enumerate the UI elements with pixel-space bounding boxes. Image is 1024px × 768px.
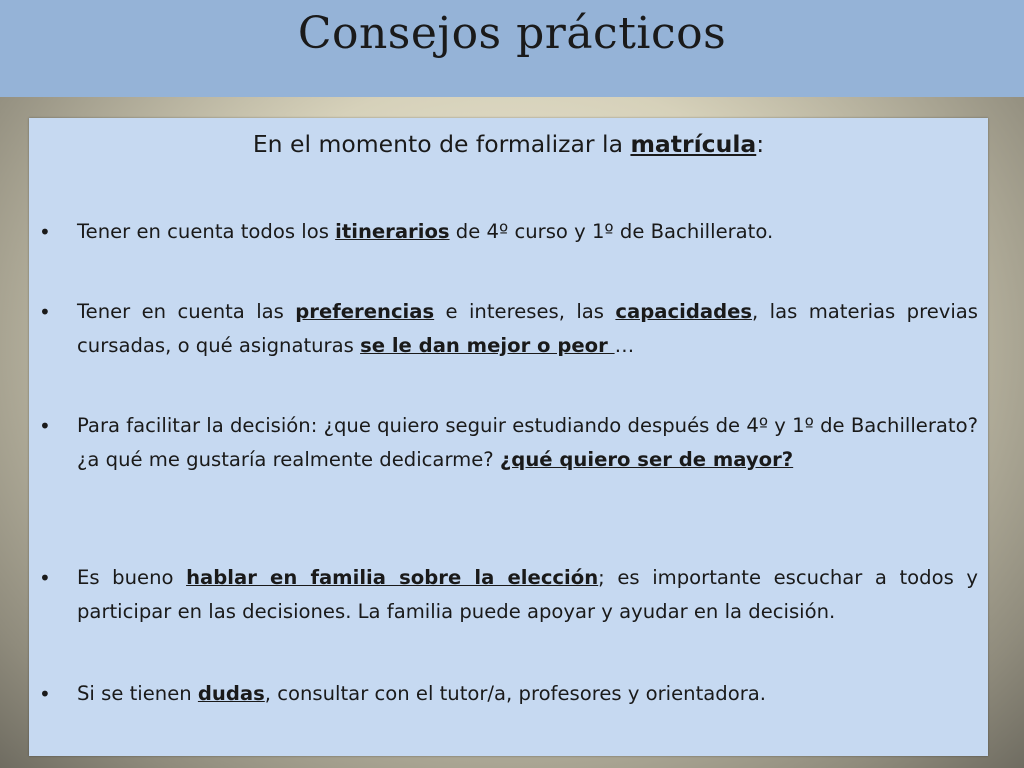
bullet-text [77, 409, 978, 477]
bullet-text-run: Es bueno [77, 566, 187, 589]
bullet-text-run: Para facilitar la decisión: ¿que quiero seguir estudiando después de 4º y 1º de Bachillerato? ¿a qué me gustaría realmente dedicarme? [77, 414, 978, 471]
bullet-list [29, 118, 988, 756]
bullet-text-run: , consultar con el tutor/a, profesores y orientadora. [264, 682, 767, 705]
bullet-marker: • [39, 414, 51, 438]
bullet-text-run: … [614, 334, 635, 357]
bullet-text [77, 215, 978, 249]
bullet-text [77, 561, 978, 629]
subtitle-prefix: En el momento de formalizar la [252, 130, 631, 158]
bullet-marker: • [39, 220, 51, 244]
bullet-text-run: e intereses, las [434, 300, 616, 323]
bullet-text-run: Si se tienen [77, 682, 198, 705]
bullet-marker: • [39, 682, 51, 706]
bullet-text-run: de 4º curso y 1º de Bachillerato. [449, 220, 774, 243]
subtitle-suffix: : [756, 130, 765, 158]
bullet-text-run: Tener en cuenta todos los [77, 220, 336, 243]
bullet-emphasis: ¿qué quiero ser de mayor? [499, 448, 794, 471]
bullet-emphasis: se le dan mejor o peor [360, 334, 615, 357]
bullet-marker: • [39, 300, 51, 324]
bullet-emphasis: capacidades [615, 300, 753, 323]
slide-title: Consejos prácticos [297, 8, 727, 59]
bullet-emphasis: itinerarios [335, 220, 450, 243]
bullet-text [77, 295, 978, 363]
bullet-marker: • [39, 566, 51, 590]
bullet-text-run: ; es importante escuchar a todos y participar en las decisiones. La familia puede apoyar y ayudar en la decisión. [77, 566, 978, 623]
content-box [29, 118, 988, 756]
bullet-text-run: , las materias previas cursadas, o qué asignaturas [77, 300, 979, 357]
title-bar [0, 0, 1024, 97]
bullet-text [77, 677, 978, 711]
bullet-emphasis: hablar en familia sobre la elección [186, 566, 599, 589]
bullet-emphasis: dudas [197, 682, 265, 705]
subtitle-emphasis: matrícula [630, 130, 757, 158]
bullet-emphasis: preferencias [295, 300, 435, 323]
bullet-text-run: Tener en cuenta las [77, 300, 296, 323]
